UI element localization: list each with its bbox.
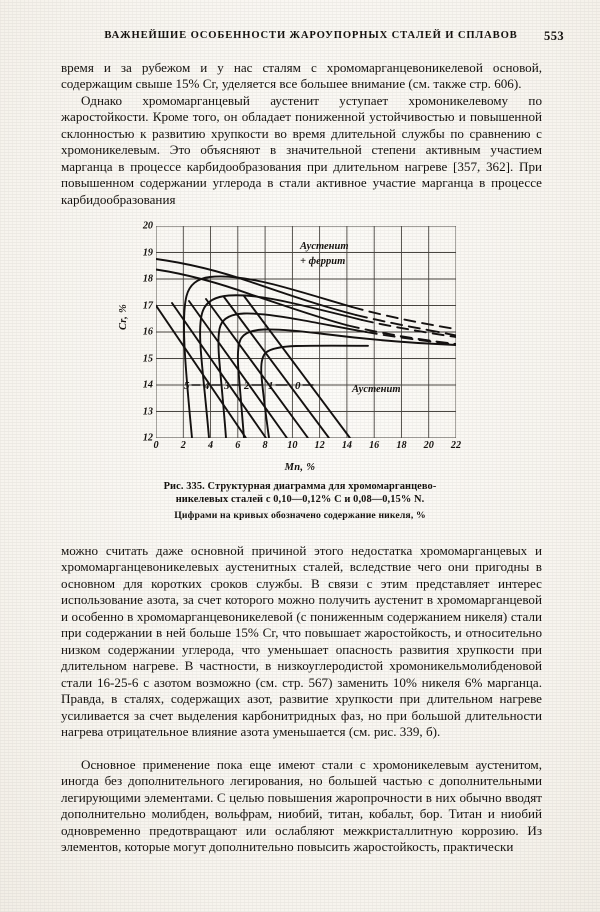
figure-caption: [90, 480, 510, 523]
chart-plot-area: [118, 218, 476, 473]
y-axis-tick: 16: [142, 326, 153, 338]
curve-label-1: 1: [268, 380, 274, 392]
paragraph: Однако хромомарганцевый аустенит уступает хромоникелевому по жаростойкости. Кроме того, он обладает пониженной устойчивостью и повышенной склонностью к развитию хрупкости во время длительной службы по сравнению с хромоникелевым. Это объясняют в значительной степени активным участием марганца в процессе карбидообразования при длительном нагреве [357, 362]. При повышенном содержании углерода в стали активное участие марганца в процессе карбидообразования: [61, 92, 542, 207]
curve-label-0: 0: [295, 380, 301, 392]
annotation-austenite-ferrite-line2: + феррит: [300, 256, 346, 267]
x-axis-tick: 18: [396, 440, 407, 451]
y-axis-tick: 17: [142, 299, 153, 311]
x-axis-tick: 0: [153, 440, 159, 451]
running-head: [0, 30, 600, 41]
x-axis-tick: 4: [207, 440, 214, 451]
text-block-bottom: [61, 757, 542, 856]
x-axis-tick: 22: [450, 440, 462, 451]
figure-335: [0, 218, 600, 523]
y-axis-tick: 15: [142, 352, 153, 364]
curve-label-2: 2: [244, 380, 250, 392]
curve-label-4: 4: [204, 380, 210, 392]
paragraph: Основное применение пока еще имеют стали с хромоникелевым аустенитом, иногда без дополнительного легирования, но большей частью с дополнительными легирующими элементами. С целью повышения жаропрочности в них обычно вводят дополнительно молибден, вольфрам, ниобий, титан, кобальт, бор. Титан и ниобий одновременно предотвращают или ослабляют межкристаллитную коррозию. Из элементов, которые могут дополнительно повысить жаростойкость, практически: [61, 757, 542, 855]
x-axis-tick: 16: [369, 440, 380, 451]
x-axis-tick: 20: [423, 440, 434, 451]
x-axis-tick: 10: [287, 440, 298, 451]
caption-subnote: Цифрами на кривых обозначено содержание никеля, %: [174, 510, 426, 522]
running-head-title: ВАЖНЕЙШИЕ ОСОБЕННОСТИ ЖАРОУПОРНЫХ СТАЛЕЙ И СПЛАВОВ: [104, 30, 518, 41]
y-axis-label: Cr, %: [118, 303, 129, 330]
paragraph: можно считать даже основной причиной этого недостатка хромомарганцевых и хромомарганцевоникелевых аустенитных сталей, вследствие чего они пригодны в основном для коротких сроков службы. В связи с этим представляет интерес использование азота, за счет которого можно получить аустенит в хромомарганцевой и особенно в хромомарганцевоникелевой (с пониженным содержанием никеля) стали при содержании в ней больше 15% Cr, что повышает жаростойкость, и относительно низком содержании углерода, что уменьшает опасность развития хрупкости при длительном нагреве. В частности, в низкоуглеродистой хромоникельмолибденовой стали 16-25-6 с азотом возможно (см. стр. 567) заменить 10% никеля 6% марганца. Правда, в сталях, содержащих азот, развитие хрупкости при длительном нагреве усиливается за счет выделения карбонитридных фаз, но при большой длительности нагрева отрицательное влияние азота уменьшается (см. рис. 339, б).: [61, 543, 542, 739]
page-number: 553: [544, 29, 564, 43]
x-axis-tick: 12: [314, 440, 325, 451]
caption-line-1: Рис. 335. Структурная диаграмма для хромомарганцево-: [163, 481, 437, 492]
annotation-austenite-ferrite-line1: Аустенит: [300, 241, 349, 252]
x-axis-tick: 6: [235, 440, 241, 451]
text-block-top: [61, 60, 542, 208]
x-axis-tick: 14: [341, 440, 352, 451]
structural-diagram-svg: [156, 226, 456, 438]
x-axis-tick: 2: [180, 440, 186, 451]
curve-label-3: 3: [224, 380, 230, 392]
y-axis-tick: 14: [142, 379, 153, 391]
x-axis-tick: 8: [262, 440, 268, 451]
y-axis-tick: 20: [142, 220, 153, 232]
caption-line-2: никелевых сталей с 0,10—0,12% C и 0,08—0,15% N.: [175, 494, 425, 506]
y-axis-tick: 19: [142, 246, 153, 258]
x-axis-label: Mn, %: [284, 462, 316, 473]
y-axis-tick: 13: [142, 405, 153, 417]
y-axis-tick: 18: [142, 273, 153, 285]
curve-label-5: 5: [184, 380, 190, 392]
paragraph: время и за рубежом и у нас сталям с хромомарганцевоникелевой основой, содержащим свыше 15% Cr, уделяется все большее внимание (см. также стр. 606).: [61, 60, 542, 92]
text-block-middle: [61, 543, 542, 740]
annotation-austenite: Аустенит: [352, 384, 401, 395]
y-axis-tick: 12: [142, 432, 153, 444]
